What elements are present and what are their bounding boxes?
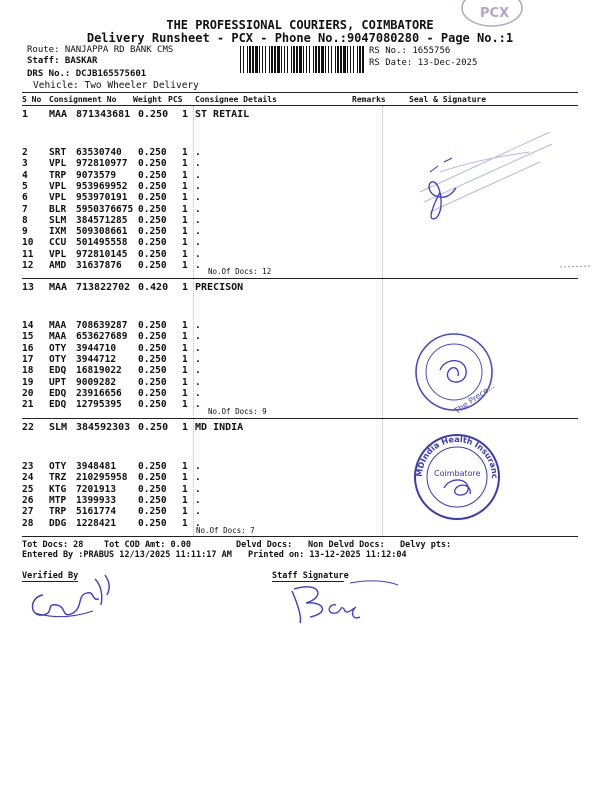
row-origin-code: KTG: [49, 483, 67, 495]
barcode-bar: [335, 46, 336, 73]
col-consignment: Consignment No: [49, 95, 117, 104]
row-pcs: 1: [182, 158, 188, 170]
table-bottom-line: [22, 536, 578, 537]
row-weight: 0.250: [138, 506, 167, 518]
row-weight: 0.250: [138, 248, 167, 260]
row-pcs: 1: [182, 237, 188, 249]
row-sno: 16: [22, 342, 34, 354]
row-consignee: .: [195, 214, 201, 226]
barcode-bar: [259, 46, 260, 73]
row-pcs: 1: [182, 365, 188, 377]
row-consignee: .: [195, 517, 201, 529]
row-origin-code: SLM: [49, 214, 67, 226]
row-pcs: 1: [182, 226, 188, 238]
row-weight: 0.250: [138, 365, 167, 377]
barcode-bar: [274, 46, 276, 73]
row-origin-code: OTY: [49, 342, 67, 354]
col-seal: Seal & Signature: [409, 95, 487, 104]
row-consignment-no: 972810145: [76, 248, 128, 260]
svg-text:PCX: PCX: [480, 6, 510, 21]
row-pcs: 1: [182, 342, 188, 354]
row-consignment-no: 501495558: [76, 237, 128, 249]
row-consignment-no: 7201913: [76, 483, 117, 495]
barcode-bar: [296, 46, 298, 73]
row-consignment-no: 1228421: [76, 517, 117, 529]
row-sno: 3: [22, 158, 28, 170]
row-sno: 20: [22, 387, 34, 399]
row-origin-code: CCU: [49, 237, 67, 249]
row-weight: 0.250: [138, 483, 167, 495]
row-consignment-no: 953969952: [76, 180, 128, 192]
barcode-bar: [328, 46, 329, 73]
row-consignment-no: 5950376675: [76, 203, 134, 215]
row-pcs: 1: [182, 320, 188, 331]
row-weight: 0.250: [138, 147, 167, 158]
row-pcs: 1: [182, 472, 188, 484]
row-weight: 0.250: [138, 180, 167, 192]
barcode-bar: [293, 46, 295, 73]
row-sno: 18: [22, 365, 34, 377]
barcode-bar: [318, 46, 320, 73]
row-weight: 0.250: [138, 517, 167, 529]
row-consignee: .: [195, 320, 201, 331]
row-origin-code: TRP: [49, 169, 67, 181]
svg-text:MDIndia Health Insurance (T.P.: MDIndia Health Insurance (T.P.A): [406, 425, 500, 479]
barcode-bar: [291, 46, 292, 73]
row-weight: 0.250: [138, 353, 167, 365]
staff: Staff: BASKAR: [27, 56, 98, 66]
row-pcs: 1: [182, 180, 188, 192]
row-origin-code: AMD: [49, 260, 67, 271]
row-sno: 28: [22, 517, 34, 529]
delvd-docs: Delvd Docs:: [236, 540, 293, 550]
row-sno: 6: [22, 192, 28, 204]
row-consignment-no: 3944712: [76, 353, 117, 365]
row-consignee: .: [195, 203, 201, 215]
row-weight: 0.250: [138, 320, 167, 331]
barcode-bar: [287, 46, 288, 73]
verified-signature: [25, 565, 125, 625]
delvy-pts: Delvy pts:: [400, 540, 452, 550]
row-weight: 0.250: [138, 494, 167, 506]
row-consignment-no: 384571285: [76, 214, 128, 226]
row-consignment-no: 9073579: [76, 169, 117, 181]
row-weight: 0.250: [138, 260, 167, 271]
row-sno: 27: [22, 506, 34, 518]
row-consignment-no: 972810977: [76, 158, 128, 170]
row-sno: 10: [22, 237, 34, 249]
row-weight: 0.250: [138, 158, 167, 170]
entered-by: Entered By :PRABUS 12/13/2025 11:11:17 AM: [22, 550, 232, 560]
row-consignee: .: [195, 237, 201, 249]
printed-on: Printed on: 13-12-2025 11:12:04: [248, 550, 407, 560]
row-consignee: .: [195, 226, 201, 238]
header-bottom-line: [22, 105, 578, 106]
barcode-bar: [277, 46, 280, 73]
row-consignee: .: [195, 506, 201, 518]
row-origin-code: MAA: [49, 331, 67, 343]
vehicle: Vehicle: Two Wheeler Delivery: [33, 80, 199, 91]
row-sno: 14: [22, 320, 34, 331]
row-weight: 0.250: [138, 192, 167, 204]
barcode-bar: [249, 46, 251, 73]
barcode-bar: [240, 46, 241, 73]
row-pcs: 1: [182, 506, 188, 518]
seal-stamp-2: [410, 330, 500, 415]
barcode-bar: [299, 46, 302, 73]
drs-number: DRS No.: DCJB165575601: [27, 69, 147, 79]
row-sno: 5: [22, 180, 28, 192]
row-origin-code: MAA: [49, 320, 67, 331]
row-weight: 0.250: [138, 472, 167, 484]
row-weight: 0.250: [138, 399, 167, 411]
row-weight: 0.250: [138, 376, 167, 388]
row-weight: 0.250: [138, 169, 167, 181]
barcode-bar: [350, 46, 351, 73]
row-pcs: 1: [182, 260, 188, 271]
tot-cod: Tot COD Amt: 0.00: [104, 540, 191, 550]
row-consignment-no: 1399933: [76, 494, 117, 506]
row-origin-code: SRT: [49, 147, 67, 158]
row-sno: 12: [22, 260, 34, 271]
row-consignee: .: [195, 399, 201, 411]
row-origin-code: EDQ: [49, 387, 67, 399]
row-consignment-no: 31637876: [76, 260, 122, 271]
barcode-bar: [357, 46, 358, 73]
barcode-bar: [271, 46, 273, 73]
barcode-bar: [331, 46, 332, 73]
row-consignment-no: 12795395: [76, 399, 122, 411]
barcode-graphic: [240, 46, 365, 73]
row-consignee: .: [195, 483, 201, 495]
verified-by-label: Verified By: [22, 571, 79, 581]
staff-signature: [280, 565, 400, 635]
group-separator: [22, 278, 578, 279]
svg-text:Coimbatore: Coimbatore: [434, 469, 481, 478]
row-origin-code: IXM: [49, 226, 67, 238]
row-consignee: .: [195, 158, 201, 170]
barcode-bar: [247, 46, 248, 73]
row-origin-code: UPT: [49, 376, 67, 388]
rs-date: RS Date: 13-Dec-2025: [369, 58, 478, 68]
row-consignment-no: 509308661: [76, 226, 128, 238]
row-origin-code: VPL: [49, 192, 67, 204]
barcode-bar: [284, 46, 285, 73]
row-consignment-no: 708639287: [76, 320, 128, 331]
row-consignee: .: [195, 461, 201, 472]
docs-count: No.Of Docs: 7: [196, 526, 255, 535]
row-origin-code: VPL: [49, 180, 67, 192]
route: Route: NANJAPPA RD BANK CMS: [27, 45, 174, 55]
row-consignee: .: [195, 192, 201, 204]
col-weight: Weight: [133, 95, 162, 104]
row-origin-code: OTY: [49, 461, 67, 472]
corner-stamp: [455, 0, 525, 34]
barcode-bar: [252, 46, 254, 73]
row-origin-code: DDG: [49, 517, 67, 529]
row-pcs: 1: [182, 483, 188, 495]
row-pcs: 1: [182, 353, 188, 365]
svg-text:The Prece...: The Prece...: [452, 381, 497, 416]
row-consignee: .: [195, 376, 201, 388]
row-consignee: .: [195, 365, 201, 377]
barcode-bar: [309, 46, 310, 73]
row-pcs: 1: [182, 387, 188, 399]
row-sno: 9: [22, 226, 28, 238]
barcode-bar: [262, 46, 263, 73]
row-pcs: 1: [182, 248, 188, 260]
row-origin-code: BLR: [49, 203, 67, 215]
row-sno: 21: [22, 399, 34, 411]
stray-mark: [560, 255, 590, 261]
row-consignment-no: 953970191: [76, 192, 128, 204]
row-pcs: 1: [182, 331, 188, 343]
runsheet-subtitle: Delivery Runsheet - PCX - Phone No.:9047080280 - Page No.:1: [86, 31, 514, 45]
row-pcs: 1: [182, 214, 188, 226]
row-weight: 0.250: [138, 461, 167, 472]
row-consignee: .: [195, 248, 201, 260]
row-pcs: 1: [182, 203, 188, 215]
row-sno: 26: [22, 494, 34, 506]
row-sno: 17: [22, 353, 34, 365]
col-divider: [193, 106, 194, 536]
barcode-bar: [265, 46, 266, 73]
row-sno: 15: [22, 331, 34, 343]
barcode-bar: [337, 46, 339, 73]
row-consignment-no: 63530740: [76, 147, 122, 158]
group-separator: [22, 418, 578, 419]
row-weight: 0.250: [138, 226, 167, 238]
row-weight: 0.250: [138, 214, 167, 226]
barcode-bar: [303, 46, 304, 73]
barcode-bar: [255, 46, 258, 73]
row-sno: 2: [22, 147, 28, 158]
barcode-bar: [269, 46, 270, 73]
row-consignment-no: 3948481: [76, 461, 117, 472]
row-weight: 0.250: [138, 203, 167, 215]
row-pcs: 1: [182, 494, 188, 506]
row-sno: 11: [22, 248, 34, 260]
col-remarks: Remarks: [352, 95, 386, 104]
row-origin-code: VPL: [49, 248, 67, 260]
row-consignment-no: 16819022: [76, 365, 122, 377]
docs-count: No.Of Docs: 9: [208, 407, 267, 416]
row-pcs: 1: [182, 147, 188, 158]
barcode-bar: [325, 46, 326, 73]
row-consignee: .: [195, 342, 201, 354]
row-sno: 19: [22, 376, 34, 388]
row-consignment-no: 3944710: [76, 342, 117, 354]
row-pcs: 1: [182, 461, 188, 472]
barcode-bar: [362, 46, 364, 73]
row-sno: 7: [22, 203, 28, 215]
barcode-bar: [359, 46, 361, 73]
row-pcs: 1: [182, 517, 188, 529]
row-consignee: .: [195, 169, 201, 181]
col-sno: S No: [22, 95, 42, 104]
row-pcs: 1: [182, 192, 188, 204]
non-delvd-docs: Non Delvd Docs:: [308, 540, 385, 550]
col-consignee: Consignee Details: [195, 95, 277, 104]
row-consignment-no: 23916656: [76, 387, 122, 399]
company-title: THE PROFESSIONAL COURIERS, COIMBATORE: [166, 18, 434, 32]
barcode-bar: [321, 46, 324, 73]
row-sno: 8: [22, 214, 28, 226]
row-sno: 4: [22, 169, 28, 181]
row-consignee: .: [195, 147, 201, 158]
row-pcs: 1: [182, 376, 188, 388]
barcode-bar: [315, 46, 317, 73]
barcode-bar: [306, 46, 307, 73]
barcode-bar: [313, 46, 314, 73]
row-origin-code: EDQ: [49, 399, 67, 411]
row-consignment-no: 9009282: [76, 376, 117, 388]
row-consignee: .: [195, 472, 201, 484]
col-pcs: PCS: [168, 95, 183, 104]
docs-count: No.Of Docs: 12: [208, 267, 272, 276]
row-origin-code: OTY: [49, 353, 67, 365]
row-pcs: 1: [182, 169, 188, 181]
barcode-bar: [281, 46, 282, 73]
header-top-line: [22, 92, 578, 93]
row-consignee: .: [195, 180, 201, 192]
row-origin-code: MTP: [49, 494, 67, 506]
row-sno: 23: [22, 461, 34, 472]
rs-number: RS No.: 1655756: [369, 46, 451, 56]
row-consignment-no: 653627689: [76, 331, 128, 343]
row-origin-code: VPL: [49, 158, 67, 170]
seal-stamp-1: [380, 112, 570, 242]
row-pcs: 1: [182, 399, 188, 411]
row-consignee: .: [195, 331, 201, 343]
tot-docs: Tot Docs: 28: [22, 540, 84, 550]
barcode-bar: [347, 46, 348, 73]
row-consignment-no: 210295958: [76, 472, 128, 484]
row-consignment-no: 5161774: [76, 506, 117, 518]
row-origin-code: TRZ: [49, 472, 67, 484]
row-consignee: .: [195, 387, 201, 399]
row-weight: 0.250: [138, 342, 167, 354]
row-consignee: .: [195, 260, 201, 271]
row-sno: 24: [22, 472, 34, 484]
barcode-bar: [353, 46, 354, 73]
row-weight: 0.250: [138, 331, 167, 343]
barcode: [240, 46, 365, 73]
seal-stamp-3: [406, 425, 505, 522]
row-consignee: .: [195, 353, 201, 365]
staff-signature-label: Staff Signature: [272, 571, 349, 581]
row-origin-code: EDQ: [49, 365, 67, 377]
barcode-bar: [343, 46, 346, 73]
row-sno: 25: [22, 483, 34, 495]
row-weight: 0.250: [138, 237, 167, 249]
barcode-bar: [340, 46, 342, 73]
row-weight: 0.250: [138, 387, 167, 399]
row-consignee: .: [195, 494, 201, 506]
row-origin-code: TRP: [49, 506, 67, 518]
barcode-bar: [243, 46, 244, 73]
